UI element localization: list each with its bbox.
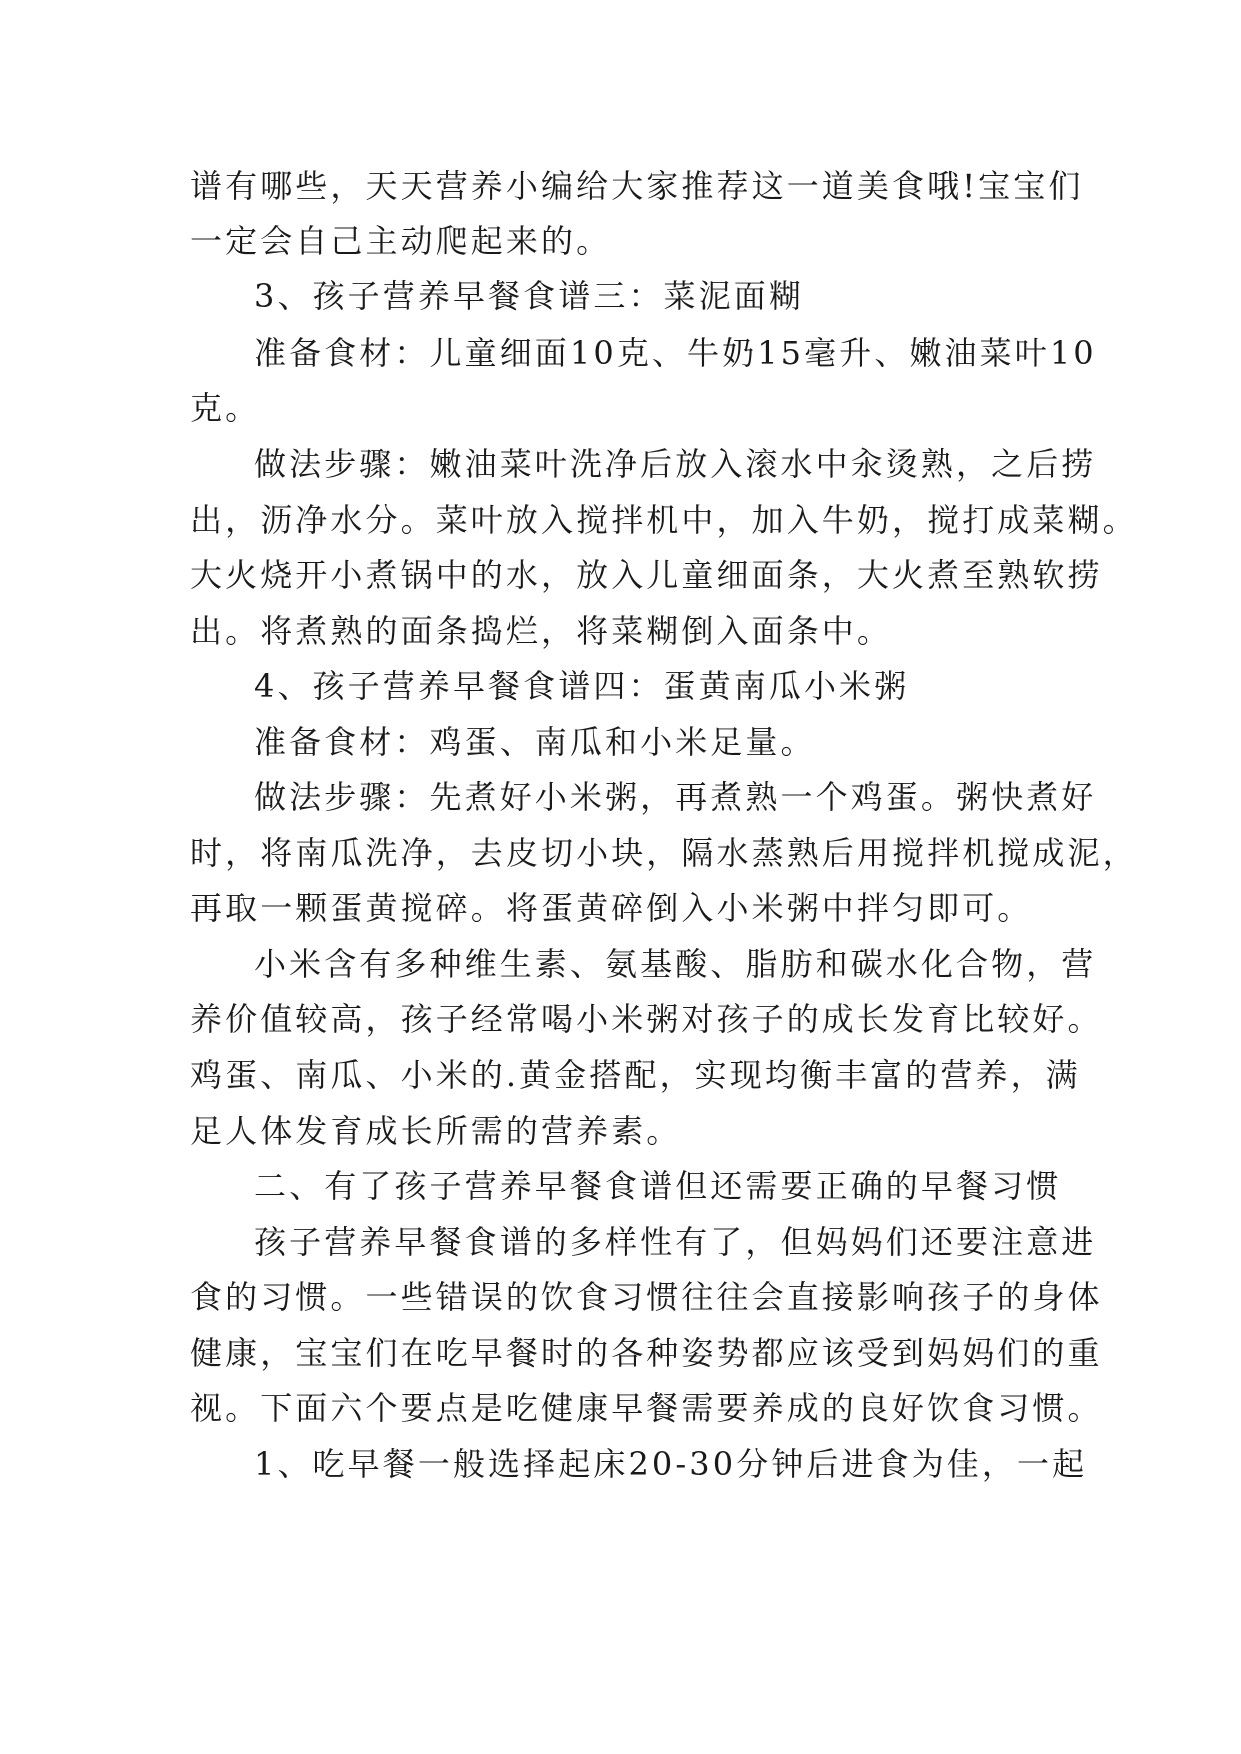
text-line: 1、吃早餐一般选择起床20-30分钟后进食为佳，一起 xyxy=(254,1445,1088,1483)
text-line: 孩子营养早餐食谱的多样性有了，但妈妈们还要注意进 xyxy=(254,1223,1097,1261)
text-line: 养价值较高，孩子经常喝小米粥对孩子的成长发育比较好。 xyxy=(190,1000,1103,1038)
text-line: 一定会自己主动爬起来的。 xyxy=(190,222,612,260)
text-line: 出。将煮熟的面条捣烂，将菜糊倒入面条中。 xyxy=(190,612,893,650)
section-heading: 3、孩子营养早餐食谱三：菜泥面糊 xyxy=(254,277,804,315)
text-line: 克。 xyxy=(190,389,261,427)
text-line: 再取一颗蛋黄搅碎。将蛋黄碎倒入小米粥中拌匀即可。 xyxy=(190,889,1033,927)
text-line: 准备食材：儿童细面10克、牛奶15毫升、嫩油菜叶10 xyxy=(254,334,1097,372)
text-line: 做法步骤：先煮好小米粥，再煮熟一个鸡蛋。粥快煮好 xyxy=(254,778,1097,816)
text-line: 鸡蛋、南瓜、小米的.黄金搭配，实现均衡丰富的营养，满 xyxy=(190,1056,1081,1094)
text-line: 健康，宝宝们在吃早餐时的各种姿势都应该受到妈妈们的重 xyxy=(190,1334,1103,1372)
text-line: 足人体发育成长所需的营养素。 xyxy=(190,1112,682,1150)
section-heading: 二、有了孩子营养早餐食谱但还需要正确的早餐习惯 xyxy=(254,1167,1062,1205)
text-line: 小米含有多种维生素、氨基酸、脂肪和碳水化合物，营 xyxy=(254,945,1097,983)
text-line: 出，沥净水分。菜叶放入搅拌机中，加入牛奶，搅打成菜糊。 xyxy=(190,501,1138,539)
text-line: 食的习惯。一些错误的饮食习惯往往会直接影响孩子的身体 xyxy=(190,1278,1103,1316)
text-line: 视。下面六个要点是吃健康早餐需要养成的良好饮食习惯。 xyxy=(190,1389,1103,1427)
section-heading: 4、孩子营养早餐食谱四：蛋黄南瓜小米粥 xyxy=(254,667,910,705)
text-line: 准备食材：鸡蛋、南瓜和小米足量。 xyxy=(254,723,816,761)
text-line: 大火烧开小煮锅中的水，放入儿童细面条，大火煮至熟软捞 xyxy=(190,556,1103,594)
text-line: 做法步骤：嫩油菜叶洗净后放入滚水中汆烫熟，之后捞 xyxy=(254,445,1097,483)
text-line: 时，将南瓜洗净，去皮切小块，隔水蒸熟后用搅拌机搅成泥， xyxy=(190,834,1138,872)
text-line: 谱有哪些，天天营养小编给大家推荐这一道美食哦!宝宝们 xyxy=(190,167,1084,205)
